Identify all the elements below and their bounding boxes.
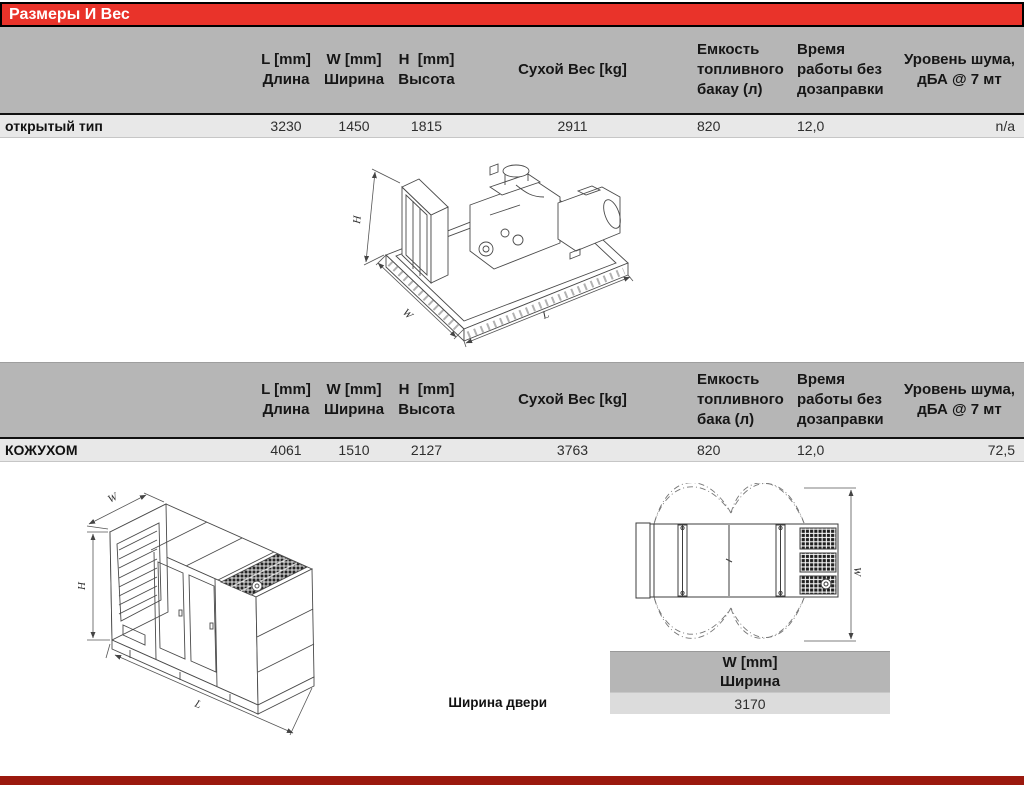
col-header-blank: [0, 27, 252, 113]
top-view-drawing: [608, 483, 898, 655]
col-header-fuel-tank: Емкость топливного бакау (л): [697, 41, 784, 98]
value-height: 2127: [410, 442, 443, 458]
col-header-run-time: Время работы без дозаправки: [797, 41, 884, 98]
canopy-genset-drawing: [60, 482, 345, 737]
dim-label-l: L: [192, 697, 204, 712]
col-header-dry-weight: Сухой Вес [kg]: [518, 61, 627, 78]
value-dry-weight: 2911: [557, 118, 588, 134]
canopy-row: [0, 437, 1024, 462]
canopy-table: [0, 362, 1024, 462]
col-header-length: L [mm] Длина: [261, 51, 311, 88]
open-type-table: [0, 27, 1024, 138]
col-header-noise: Уровень шума, дБА @ 7 мт: [904, 51, 1015, 88]
col-header-blank: [0, 363, 252, 437]
canopy-table-header: [0, 362, 1024, 437]
value-height: 1815: [410, 118, 443, 134]
value-dry-weight: 3763: [556, 442, 589, 458]
dim-label-h: H: [76, 582, 88, 590]
door-width-table: [610, 651, 890, 714]
col-header-height: H [mm] Высота: [398, 381, 455, 418]
col-header-noise: Уровень шума, дБА @ 7 мт: [904, 381, 1015, 418]
door-width-label: Ширина двери: [448, 695, 547, 710]
value-run-time: 12,0: [797, 442, 825, 458]
col-header-height: H [mm] Высота: [398, 51, 455, 88]
value-noise: 72,5: [987, 442, 1015, 458]
col-header-fuel-tank: Емкость топливного бака (л): [697, 371, 784, 428]
col-header-dry-weight: Сухой Вес [kg]: [518, 391, 627, 408]
dim-label-w: W: [851, 567, 863, 577]
dim-label-w: W: [105, 490, 120, 506]
row-label: открытый тип: [5, 118, 103, 134]
section-title-bar: [0, 2, 1024, 27]
dim-label-w: W: [399, 306, 415, 322]
value-fuel-tank: 820: [697, 442, 721, 458]
col-header-width: W [mm] Ширина: [323, 51, 385, 88]
door-width-header: W [mm] Ширина: [610, 651, 890, 692]
row-label: КОЖУХОМ: [5, 442, 78, 458]
value-length: 3230: [270, 118, 302, 134]
value-run-time: 12,0: [797, 118, 825, 134]
open-type-row: [0, 113, 1024, 138]
col-header-run-time: Время работы без дозаправки: [797, 371, 884, 428]
section-title: Размеры И Вес: [9, 5, 130, 23]
open-type-table-header: [0, 27, 1024, 113]
door-width-value: 3170: [610, 692, 890, 714]
open-genset-drawing: [340, 145, 680, 350]
col-header-width: W [mm] Ширина: [323, 381, 385, 418]
col-header-length: L [mm] Длина: [261, 381, 311, 418]
footer-bar: [0, 776, 1024, 785]
value-width: 1510: [338, 442, 370, 458]
dim-label-h: H: [351, 215, 364, 225]
value-noise: n/a: [995, 118, 1015, 134]
value-fuel-tank: 820: [697, 118, 721, 134]
value-width: 1450: [338, 118, 370, 134]
value-length: 4061: [270, 442, 302, 458]
dim-label-l: L: [540, 308, 551, 322]
